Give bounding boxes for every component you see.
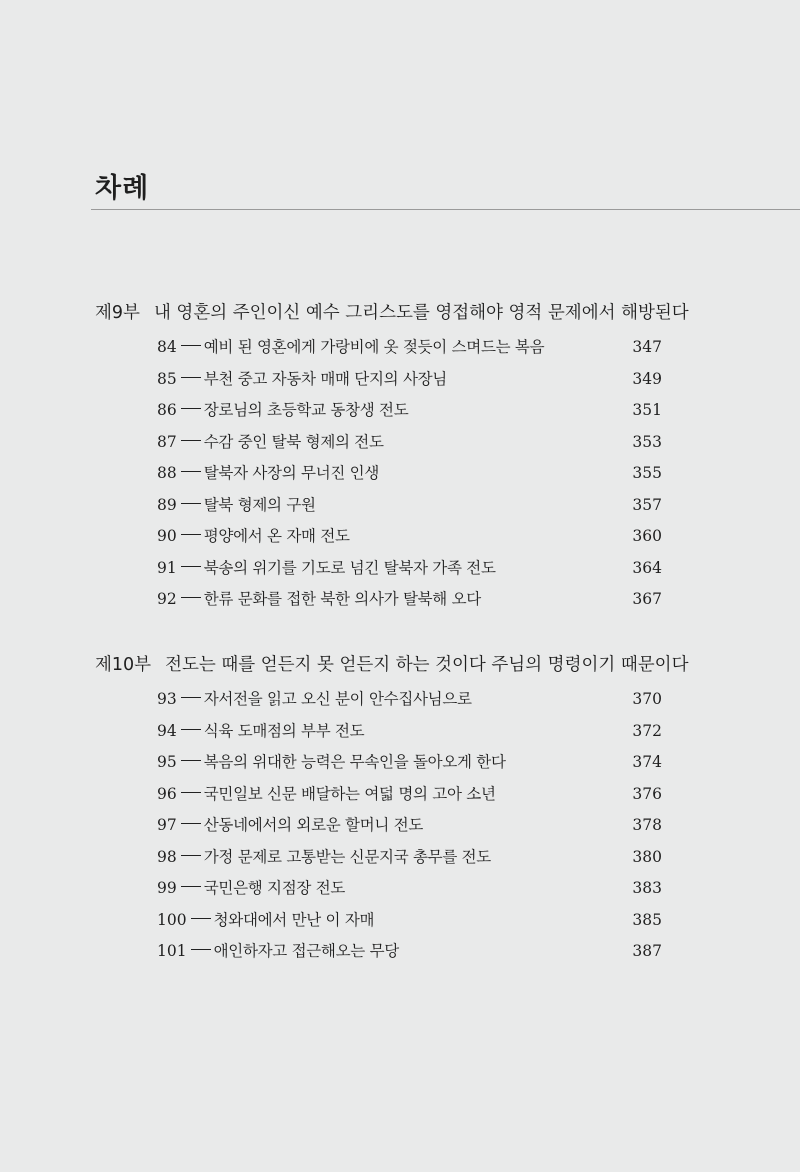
- entry-page-number: 355: [632, 464, 662, 482]
- part-label: 제9부: [95, 303, 140, 323]
- entry-dash: [191, 918, 211, 919]
- entry-page-number: 385: [632, 910, 662, 929]
- entry-number: [157, 490, 316, 522]
- entry-dash: [191, 949, 211, 950]
- toc-entry[interactable]: [95, 427, 675, 459]
- entry-number: [157, 779, 496, 811]
- toc-entry[interactable]: [95, 779, 675, 811]
- entry-title: 청와대에서 만난 이 자매: [213, 910, 375, 929]
- entry-title: 평양에서 온 자매 전도: [203, 527, 350, 545]
- entry-page-number: 349: [632, 369, 662, 388]
- entry-number-text: 88: [157, 464, 177, 482]
- entry-page-number: 347: [632, 338, 662, 356]
- entry-dash: [181, 471, 201, 472]
- entry-number-text: 90: [157, 527, 177, 545]
- entry-page-number: 357: [632, 495, 662, 514]
- toc-entry[interactable]: [95, 521, 675, 553]
- entry-number-text: 93: [157, 690, 177, 708]
- entry-number: [157, 395, 408, 427]
- toc-entry[interactable]: [95, 747, 675, 779]
- entry-page-number: 370: [632, 690, 662, 708]
- entry-number-text: 99: [157, 879, 177, 897]
- page-title: 차례: [95, 173, 150, 204]
- toc-entry[interactable]: [95, 873, 675, 905]
- entry-dash: [181, 792, 201, 793]
- entry-page-number: 353: [632, 432, 662, 451]
- entry-title: 국민일보 신문 배달하는 여덟 명의 고아 소년: [203, 784, 496, 803]
- entry-page-number: 374: [632, 753, 662, 771]
- entry-dash: [181, 597, 201, 598]
- entry-title: 자서전을 읽고 오신 분이 안수집사님으로: [203, 690, 472, 708]
- entry-number-text: 92: [157, 590, 177, 608]
- entry-title: 탈북자 사장의 무너진 인생: [203, 464, 380, 482]
- entry-page-number: 380: [632, 847, 662, 866]
- entry-dash: [181, 823, 201, 824]
- toc-entry[interactable]: [95, 584, 675, 616]
- entry-number-text: 94: [157, 721, 177, 740]
- entry-title: 가정 문제로 고통받는 신문지국 총무를 전도: [203, 847, 491, 866]
- entry-dash: [181, 377, 201, 378]
- toc-entry[interactable]: [95, 842, 675, 874]
- title-divider: [91, 209, 800, 210]
- entry-number: [157, 747, 506, 779]
- entry-title: 수감 중인 탈북 형제의 전도: [203, 432, 384, 451]
- entry-title: 북송의 위기를 기도로 넘긴 탈북자 가족 전도: [203, 558, 496, 577]
- entry-title: 부천 중고 자동차 매매 단지의 사장님: [203, 369, 447, 388]
- toc-part-10: [95, 652, 689, 968]
- entry-page-number: 378: [632, 816, 662, 834]
- toc-entry[interactable]: [95, 553, 675, 585]
- entry-dash: [181, 886, 201, 887]
- entry-dash: [181, 534, 201, 535]
- entry-number-text: 100: [157, 910, 187, 929]
- entry-number: [157, 584, 481, 616]
- entry-number-text: 89: [157, 495, 177, 514]
- entry-number: [157, 873, 345, 905]
- entry-title: 복음의 위대한 능력은 무속인을 돌아오게 한다: [203, 753, 506, 771]
- entry-number: [157, 458, 379, 490]
- entry-dash: [181, 855, 201, 856]
- entry-number-text: 101: [157, 942, 187, 960]
- entry-number: [157, 684, 472, 716]
- entry-number-text: 96: [157, 784, 177, 803]
- entry-number: [157, 332, 544, 364]
- entry-title: 애인하자고 접근해오는 무당: [213, 942, 399, 960]
- entry-number: [157, 364, 447, 396]
- toc-entry[interactable]: [95, 395, 675, 427]
- toc-entry[interactable]: [95, 684, 675, 716]
- entry-dash: [181, 566, 201, 567]
- toc-entry[interactable]: [95, 905, 675, 937]
- entry-number: [157, 810, 423, 842]
- toc-entry[interactable]: [95, 810, 675, 842]
- part-heading: [95, 652, 689, 678]
- entry-title: 국민은행 지점장 전도: [203, 879, 346, 897]
- entry-number-text: 84: [157, 338, 177, 356]
- entry-page-number: 383: [632, 879, 662, 897]
- entry-number: [157, 553, 496, 585]
- toc-entry[interactable]: [95, 364, 675, 396]
- entry-dash: [181, 408, 201, 409]
- entry-page-number: 360: [632, 527, 662, 545]
- entry-dash: [181, 729, 201, 730]
- toc-entry[interactable]: [95, 458, 675, 490]
- toc-entry[interactable]: [95, 490, 675, 522]
- entry-page-number: 367: [632, 590, 662, 608]
- entry-dash: [181, 503, 201, 504]
- toc-entry[interactable]: [95, 936, 675, 968]
- entry-number: [157, 716, 364, 748]
- entry-title: 예비 된 영혼에게 가랑비에 옷 젖듯이 스며드는 복음: [203, 338, 545, 356]
- entry-title: 탈북 형제의 구원: [203, 495, 316, 514]
- entry-dash: [181, 440, 201, 441]
- entry-number-text: 98: [157, 847, 177, 866]
- toc-entry[interactable]: [95, 332, 675, 364]
- part-title: 내 영혼의 주인이신 예수 그리스도를 영접해야 영적 문제에서 해방된다: [153, 303, 689, 323]
- entry-page-number: 372: [632, 721, 662, 740]
- part-heading: [95, 300, 689, 326]
- entry-dash: [181, 697, 201, 698]
- entry-title: 한류 문화를 접한 북한 의사가 탈북해 오다: [203, 590, 481, 608]
- entry-number-text: 85: [157, 369, 177, 388]
- entry-number-text: 97: [157, 816, 177, 834]
- entry-number-text: 86: [157, 401, 177, 419]
- entry-number: [157, 905, 374, 937]
- entry-number-text: 95: [157, 753, 177, 771]
- part-label: 제10부: [95, 655, 152, 675]
- part-title: 전도는 때를 얻든지 못 얻든지 하는 것이다 주님의 명령이기 때문이다: [165, 655, 689, 675]
- entry-number: [157, 427, 384, 459]
- entry-number: [157, 936, 399, 968]
- entry-title: 산동네에서의 외로운 할머니 전도: [203, 816, 424, 834]
- entry-dash: [181, 760, 201, 761]
- entry-page-number: 376: [632, 784, 662, 803]
- entry-page-number: 364: [632, 558, 662, 577]
- entry-number: [157, 521, 350, 553]
- entry-number: [157, 842, 491, 874]
- entry-page-number: 351: [632, 401, 662, 419]
- toc-entry[interactable]: [95, 716, 675, 748]
- entry-number-text: 91: [157, 558, 177, 577]
- entry-dash: [181, 345, 201, 346]
- entry-title: 식육 도매점의 부부 전도: [203, 721, 365, 740]
- entry-page-number: 387: [632, 942, 662, 960]
- entry-title: 장로님의 초등학교 동창생 전도: [203, 401, 409, 419]
- toc-part-9: [95, 300, 689, 616]
- entry-number-text: 87: [157, 432, 177, 451]
